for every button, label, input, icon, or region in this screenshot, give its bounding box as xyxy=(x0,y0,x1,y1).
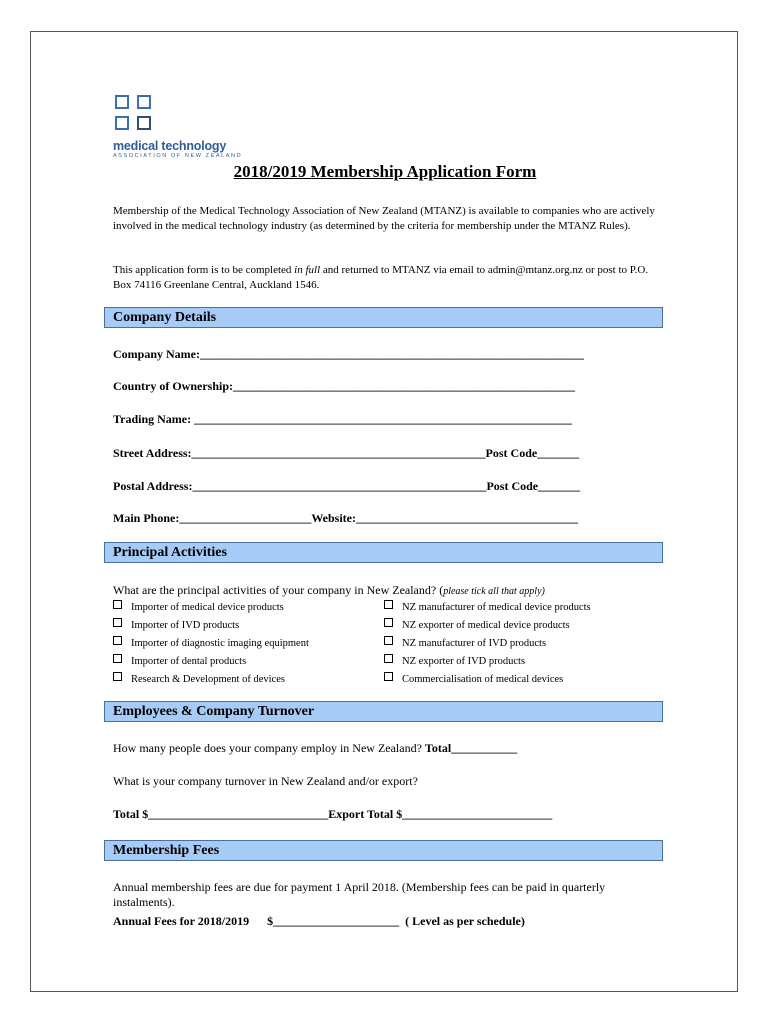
checkbox-label: Research & Development of devices xyxy=(131,674,285,685)
activities-question-text: What are the principal activities of your company in New Zealand? ( xyxy=(113,583,444,597)
section-membership-fees: Membership Fees xyxy=(104,840,663,861)
checkbox[interactable] xyxy=(384,618,393,627)
checkbox-item[interactable] xyxy=(384,600,591,613)
submission-text-a: This application form is to be completed xyxy=(113,264,295,276)
employees-question xyxy=(113,741,517,756)
activities-question xyxy=(113,583,545,598)
logo-square xyxy=(137,95,151,109)
postal-address-field[interactable]: Postal Address:_________________________________________________Post Code_______ xyxy=(113,479,581,493)
phone-website-field[interactable]: Main Phone:______________________Website:_____________________________________ xyxy=(113,511,578,525)
logo-square xyxy=(115,95,129,109)
checkbox-item[interactable] xyxy=(113,672,285,685)
checkbox-item[interactable] xyxy=(113,618,239,631)
checkbox-label: Importer of IVD products xyxy=(131,620,240,631)
checkbox-item[interactable] xyxy=(113,636,309,649)
logo-square xyxy=(115,116,129,130)
submission-emphasis: in full xyxy=(294,264,321,276)
country-of-ownership-field[interactable]: Country of Ownership:_________________________________________________________ xyxy=(113,379,576,393)
street-address-field[interactable]: Street Address:_________________________________________________Post Code_______ xyxy=(113,446,580,460)
checkbox-label: NZ manufacturer of IVD products xyxy=(402,638,547,649)
section-principal-activities: Principal Activities xyxy=(104,542,663,563)
checkbox-item[interactable] xyxy=(384,654,525,667)
checkbox-item[interactable] xyxy=(384,618,570,631)
turnover-total-field[interactable]: Total $______________________________Export Total $_________________________ xyxy=(113,807,553,821)
employees-total-field[interactable]: Total___________ xyxy=(424,741,518,755)
fees-paragraph: Annual membership fees are due for payment 1 April 2018. (Membership fees can be paid in quarterly instalments). xyxy=(113,880,606,909)
checkbox-item[interactable] xyxy=(113,600,284,613)
checkbox[interactable] xyxy=(113,636,122,645)
checkbox[interactable] xyxy=(384,672,393,681)
checkbox-label: NZ exporter of IVD products xyxy=(402,656,526,667)
activities-question-note: please tick all that apply) xyxy=(443,586,545,597)
checkbox-label: Importer of dental products xyxy=(131,656,247,667)
checkbox-label: Commercialisation of medical devices xyxy=(402,674,564,685)
section-employees-turnover: Employees & Company Turnover xyxy=(104,701,663,722)
checkbox-item[interactable] xyxy=(113,654,246,667)
company-name-field[interactable]: Company Name:________________________________________________________________ xyxy=(113,347,584,361)
checkbox-label: Importer of medical device products xyxy=(131,602,284,613)
annual-fees-field[interactable]: Annual Fees for 2018/2019 $_____________________ ( Level as per schedule) xyxy=(113,914,525,928)
checkbox-item[interactable] xyxy=(384,636,546,649)
logo-name: medical technology xyxy=(113,139,227,153)
checkbox[interactable] xyxy=(113,618,122,627)
intro-paragraph: Membership of the Medical Technology Association of New Zealand (MTANZ) is available to companies who are actively involved in the medical technology industry (as determined by the criteria for membership under the MTANZ Rules). xyxy=(113,205,655,232)
checkbox[interactable] xyxy=(113,654,122,663)
logo-subtitle: ASSOCIATION OF NEW ZEALAND xyxy=(113,153,243,159)
checkbox-label: NZ manufacturer of medical device products xyxy=(402,602,591,613)
page-title: 2018/2019 Membership Application Form xyxy=(233,162,537,181)
submission-paragraph xyxy=(113,263,658,293)
checkbox[interactable] xyxy=(384,636,393,645)
checkbox-label: NZ exporter of medical device products xyxy=(402,620,570,631)
logo-square xyxy=(137,116,151,130)
submission-text-b: and returned to MTANZ via email to admin@mtanz.org.nz or post to P.O. Box 74116 Greenlane Central, Auckland 1546. xyxy=(113,264,649,291)
checkbox[interactable] xyxy=(113,600,122,609)
checkbox[interactable] xyxy=(113,672,122,681)
checkbox[interactable] xyxy=(384,654,393,663)
checkbox-item[interactable] xyxy=(384,672,563,685)
checkbox[interactable] xyxy=(384,600,393,609)
checkbox-label: Importer of diagnostic imaging equipment xyxy=(131,638,309,649)
employees-question-text: How many people does your company employ in New Zealand? xyxy=(113,741,425,755)
turnover-question: What is your company turnover in New Zealand and/or export? xyxy=(113,774,418,788)
logo-mark xyxy=(113,93,155,133)
trading-name-field[interactable]: Trading Name: _______________________________________________________________ xyxy=(113,412,573,426)
section-company-details: Company Details xyxy=(104,307,663,328)
